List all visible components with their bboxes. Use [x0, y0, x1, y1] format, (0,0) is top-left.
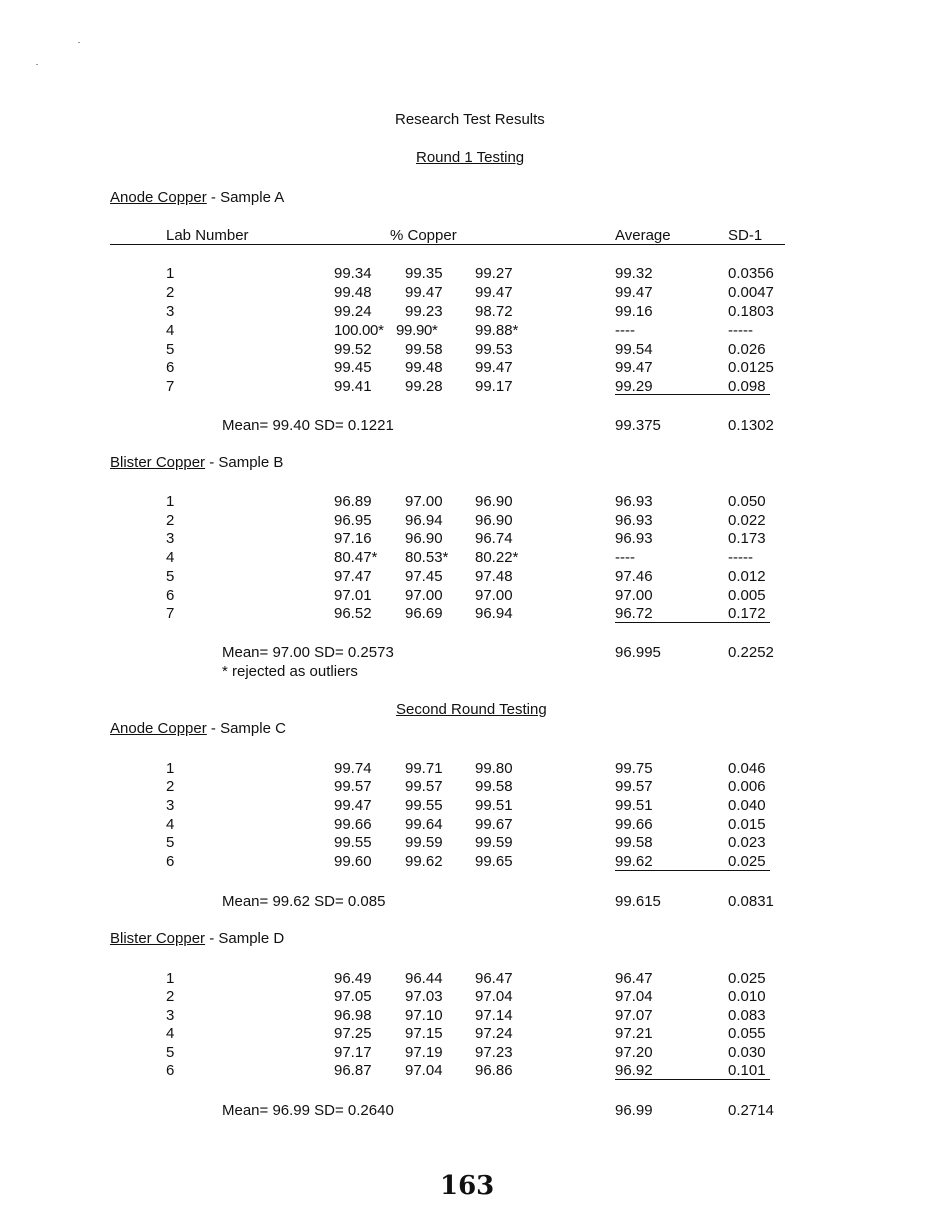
- copper-value-1: 96.98: [334, 1007, 372, 1024]
- copper-value-3: 99.17: [475, 378, 513, 395]
- average-value: 97.46: [615, 568, 653, 585]
- col-header-lab: Lab Number: [166, 227, 249, 244]
- lab-number: 7: [166, 605, 175, 622]
- copper-value-3: 99.88*: [475, 322, 519, 339]
- copper-value-1: 99.55: [334, 834, 372, 851]
- average-value: 96.92: [615, 1062, 653, 1079]
- copper-value-2: 96.90: [405, 530, 443, 547]
- lab-number: 7: [166, 378, 175, 395]
- average-value: 99.58: [615, 834, 653, 851]
- copper-value-1: 97.47: [334, 568, 372, 585]
- sd-value: 0.0356: [728, 265, 774, 282]
- copper-value-1: 96.95: [334, 512, 372, 529]
- total-rule: [615, 870, 770, 871]
- lab-number: 6: [166, 853, 175, 870]
- section-b-heading: Blister Copper - Sample B: [110, 454, 284, 471]
- sd-value: -----: [728, 549, 753, 566]
- copper-value-2: 96.94: [405, 512, 443, 529]
- section-a-summary: Mean= 99.40 SD= 0.1221: [222, 417, 394, 434]
- copper-value-3: 99.27: [475, 265, 513, 282]
- copper-value-1: 96.89: [334, 493, 372, 510]
- copper-value-2: 99.62: [405, 853, 443, 870]
- sd-value: 0.173: [728, 530, 766, 547]
- sd-value: 0.083: [728, 1007, 766, 1024]
- copper-value-2: 99.58: [405, 341, 443, 358]
- lab-number: 3: [166, 530, 175, 547]
- copper-value-2: 99.71: [405, 760, 443, 777]
- average-value: 96.93: [615, 530, 653, 547]
- page-number: 163: [440, 1171, 495, 1201]
- sd-value: 0.025: [728, 970, 766, 987]
- total-rule: [615, 394, 770, 395]
- sd-value: 0.046: [728, 760, 766, 777]
- section-c-mean-average: 99.615: [615, 893, 661, 910]
- copper-value-1: 96.49: [334, 970, 372, 987]
- copper-value-1: 99.60: [334, 853, 372, 870]
- copper-value-1: 99.66: [334, 816, 372, 833]
- round-2-heading: Second Round Testing: [396, 701, 547, 718]
- copper-value-1: 80.47*: [334, 549, 378, 566]
- section-b-mean-sd: 0.2252: [728, 644, 774, 661]
- copper-value-3: 99.47: [475, 359, 513, 376]
- section-c-mean-sd: 0.0831: [728, 893, 774, 910]
- copper-value-3: 97.14: [475, 1007, 513, 1024]
- average-value: 99.57: [615, 778, 653, 795]
- round-1-heading: Round 1 Testing: [416, 149, 525, 166]
- total-rule: [615, 622, 770, 623]
- average-value: 96.93: [615, 493, 653, 510]
- copper-value-1: 100.00*: [334, 322, 384, 339]
- lab-number: 6: [166, 359, 175, 376]
- sd-value: 0.101: [728, 1062, 766, 1079]
- copper-value-3: 99.80: [475, 760, 513, 777]
- sd-value: 0.0125: [728, 359, 774, 376]
- section-d-heading: Blister Copper - Sample D: [110, 930, 285, 947]
- lab-number: 2: [166, 512, 175, 529]
- lab-number: 5: [166, 1044, 175, 1061]
- lab-number: 1: [166, 493, 175, 510]
- copper-value-1: 99.45: [334, 359, 372, 376]
- copper-value-3: 99.53: [475, 341, 513, 358]
- average-value: 99.47: [615, 359, 653, 376]
- lab-number: 2: [166, 988, 175, 1005]
- lab-number: 3: [166, 303, 175, 320]
- copper-value-3: 96.90: [475, 512, 513, 529]
- section-a-mean-sd: 0.1302: [728, 417, 774, 434]
- sd-value: 0.022: [728, 512, 766, 529]
- copper-value-1: 97.01: [334, 587, 372, 604]
- average-value: 99.32: [615, 265, 653, 282]
- lab-number: 6: [166, 1062, 175, 1079]
- copper-value-3: 96.90: [475, 493, 513, 510]
- copper-value-3: 98.72: [475, 303, 513, 320]
- col-header-copper: % Copper: [390, 227, 457, 244]
- section-d-mean-sd: 0.2714: [728, 1102, 774, 1119]
- copper-value-1: 96.87: [334, 1062, 372, 1079]
- average-value: 99.54: [615, 341, 653, 358]
- sd-value: -----: [728, 322, 753, 339]
- copper-value-2: 97.00: [405, 587, 443, 604]
- lab-number: 5: [166, 341, 175, 358]
- copper-value-2: 99.59: [405, 834, 443, 851]
- section-d-mean-average: 96.99: [615, 1102, 653, 1119]
- copper-value-2: 99.28: [405, 378, 443, 395]
- copper-value-3: 99.47: [475, 284, 513, 301]
- copper-value-1: 99.57: [334, 778, 372, 795]
- copper-value-1: 99.41: [334, 378, 372, 395]
- copper-value-1: 99.47: [334, 797, 372, 814]
- average-value: 97.07: [615, 1007, 653, 1024]
- average-value: 99.16: [615, 303, 653, 320]
- copper-value-3: 96.86: [475, 1062, 513, 1079]
- copper-value-2: 97.04: [405, 1062, 443, 1079]
- copper-value-3: 99.51: [475, 797, 513, 814]
- total-rule: [615, 1079, 770, 1080]
- lab-number: 4: [166, 549, 175, 566]
- sd-value: 0.025: [728, 853, 766, 870]
- copper-value-2: 96.69: [405, 605, 443, 622]
- lab-number: 5: [166, 834, 175, 851]
- sd-value: 0.0047: [728, 284, 774, 301]
- lab-number: 4: [166, 1025, 175, 1042]
- sd-value: 0.012: [728, 568, 766, 585]
- copper-value-3: 97.04: [475, 988, 513, 1005]
- lab-number: 4: [166, 816, 175, 833]
- lab-number: 1: [166, 970, 175, 987]
- lab-number: 2: [166, 778, 175, 795]
- copper-value-3: 96.47: [475, 970, 513, 987]
- copper-value-2: 97.00: [405, 493, 443, 510]
- average-value: ----: [615, 549, 635, 566]
- average-value: 97.04: [615, 988, 653, 1005]
- copper-value-3: 99.67: [475, 816, 513, 833]
- copper-value-1: 99.52: [334, 341, 372, 358]
- sd-value: 0.026: [728, 341, 766, 358]
- average-value: 96.93: [615, 512, 653, 529]
- copper-value-1: 97.17: [334, 1044, 372, 1061]
- sd-value: 0.023: [728, 834, 766, 851]
- copper-value-2: 99.55: [405, 797, 443, 814]
- average-value: 99.66: [615, 816, 653, 833]
- section-c-heading: Anode Copper - Sample C: [110, 720, 286, 737]
- sd-value: 0.1803: [728, 303, 774, 320]
- col-header-average: Average: [615, 227, 671, 244]
- average-value: ----: [615, 322, 635, 339]
- copper-value-1: 97.05: [334, 988, 372, 1005]
- section-a-heading: Anode Copper - Sample A: [110, 189, 285, 206]
- sd-value: 0.098: [728, 378, 766, 395]
- average-value: 99.62: [615, 853, 653, 870]
- copper-value-1: 99.74: [334, 760, 372, 777]
- outlier-note: * rejected as outliers: [222, 663, 358, 680]
- copper-value-2: 99.64: [405, 816, 443, 833]
- average-value: 97.20: [615, 1044, 653, 1061]
- average-value: 99.29: [615, 378, 653, 395]
- section-b-summary: Mean= 97.00 SD= 0.2573: [222, 644, 394, 661]
- average-value: 97.00: [615, 587, 653, 604]
- copper-value-2: 97.15: [405, 1025, 443, 1042]
- copper-value-3: 99.59: [475, 834, 513, 851]
- copper-value-2: 97.45: [405, 568, 443, 585]
- copper-value-2: 99.47: [405, 284, 443, 301]
- section-b-mean-average: 96.995: [615, 644, 661, 661]
- copper-value-3: 97.24: [475, 1025, 513, 1042]
- copper-value-1: 97.25: [334, 1025, 372, 1042]
- average-value: 96.47: [615, 970, 653, 987]
- copper-value-2: 97.03: [405, 988, 443, 1005]
- copper-value-1: 99.34: [334, 265, 372, 282]
- lab-number: 3: [166, 1007, 175, 1024]
- lab-number: 3: [166, 797, 175, 814]
- sd-value: 0.055: [728, 1025, 766, 1042]
- copper-value-2: 96.44: [405, 970, 443, 987]
- copper-value-1: 97.16: [334, 530, 372, 547]
- copper-value-2: 97.10: [405, 1007, 443, 1024]
- sd-value: 0.050: [728, 493, 766, 510]
- section-c-summary: Mean= 99.62 SD= 0.085: [222, 893, 386, 910]
- sd-value: 0.015: [728, 816, 766, 833]
- average-value: 97.21: [615, 1025, 653, 1042]
- lab-number: 2: [166, 284, 175, 301]
- copper-value-2: 80.53*: [405, 549, 449, 566]
- copper-value-2: 99.23: [405, 303, 443, 320]
- lab-number: 1: [166, 265, 175, 282]
- copper-value-2: 97.19: [405, 1044, 443, 1061]
- sd-value: 0.030: [728, 1044, 766, 1061]
- sd-value: 0.006: [728, 778, 766, 795]
- section-a-mean-average: 99.375: [615, 417, 661, 434]
- copper-value-2: 99.90*: [396, 322, 438, 339]
- average-value: 99.51: [615, 797, 653, 814]
- sd-value: 0.040: [728, 797, 766, 814]
- copper-value-3: 99.65: [475, 853, 513, 870]
- average-value: 99.47: [615, 284, 653, 301]
- sd-value: 0.005: [728, 587, 766, 604]
- copper-value-1: 99.24: [334, 303, 372, 320]
- copper-value-3: 96.74: [475, 530, 513, 547]
- average-value: 96.72: [615, 605, 653, 622]
- copper-value-2: 99.35: [405, 265, 443, 282]
- lab-number: 5: [166, 568, 175, 585]
- lab-number: 4: [166, 322, 175, 339]
- sd-value: 0.010: [728, 988, 766, 1005]
- copper-value-3: 97.23: [475, 1044, 513, 1061]
- copper-value-3: 80.22*: [475, 549, 519, 566]
- copper-value-1: 99.48: [334, 284, 372, 301]
- copper-value-3: 97.00: [475, 587, 513, 604]
- copper-value-1: 96.52: [334, 605, 372, 622]
- col-header-sd: SD-1: [728, 227, 763, 244]
- copper-value-3: 99.58: [475, 778, 513, 795]
- copper-value-3: 97.48: [475, 568, 513, 585]
- page-title: Research Test Results: [395, 111, 545, 128]
- copper-value-2: 99.57: [405, 778, 443, 795]
- copper-value-2: 99.48: [405, 359, 443, 376]
- section-d-summary: Mean= 96.99 SD= 0.2640: [222, 1102, 394, 1119]
- average-value: 99.75: [615, 760, 653, 777]
- sd-value: 0.172: [728, 605, 766, 622]
- lab-number: 6: [166, 587, 175, 604]
- copper-value-3: 96.94: [475, 605, 513, 622]
- lab-number: 1: [166, 760, 175, 777]
